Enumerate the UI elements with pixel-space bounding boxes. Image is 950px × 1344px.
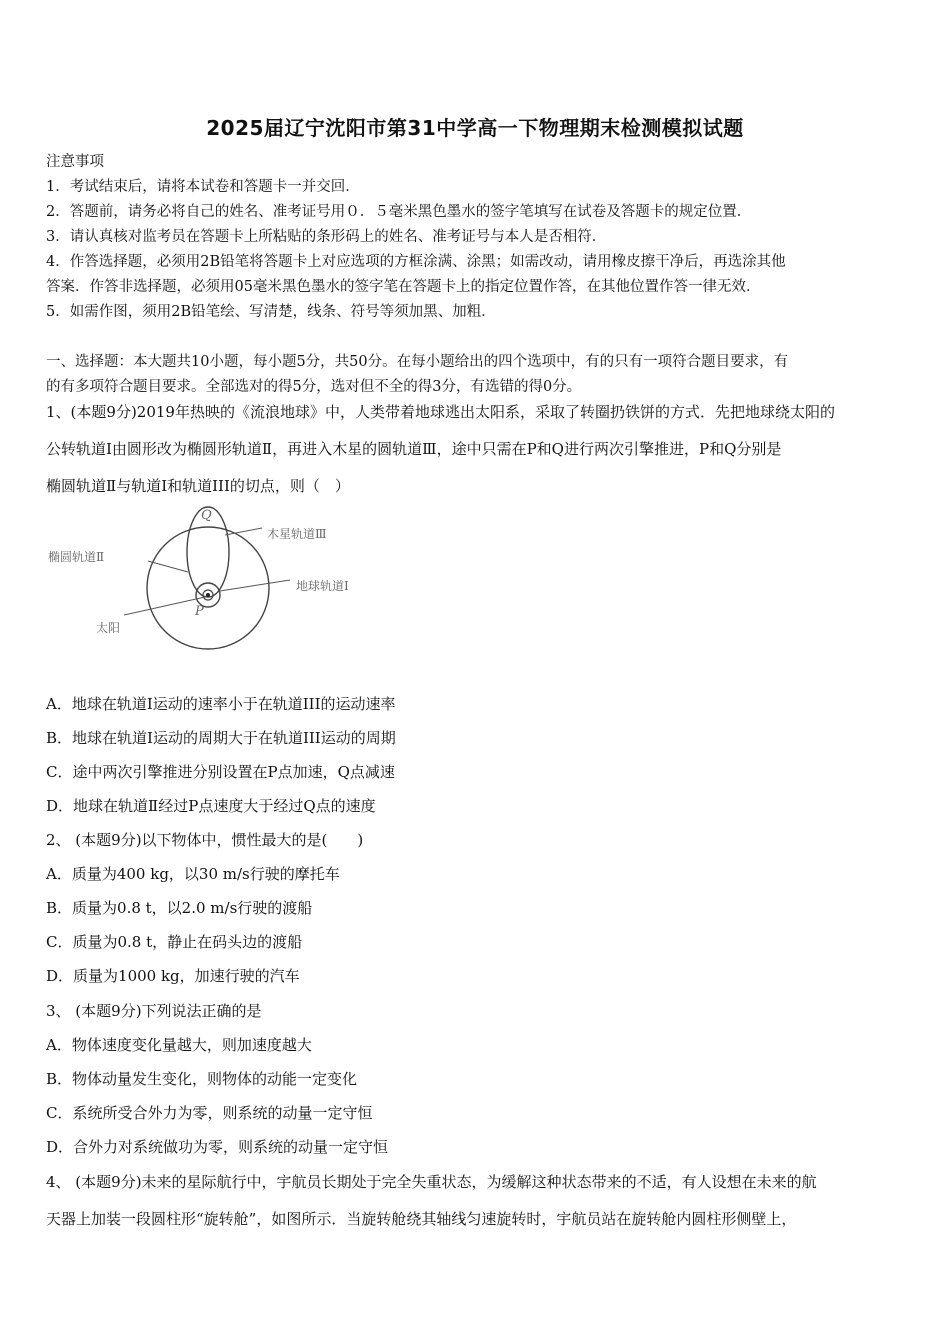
notice-heading: 注意事项: [46, 154, 104, 170]
label-sun: 太阳: [96, 621, 121, 635]
notice-item: 答案．作答非选择题，必须用05毫米黑色墨水的签字笔在答题卡上的指定位置作答，在其他位置作答一律无效．: [46, 279, 761, 295]
question-1-stem: 椭圆轨道Ⅱ与轨道Ⅰ和轨道III的切点，则（ ）: [46, 477, 350, 495]
option-b: B．质量为0.8 t，以2.0 m/s行驶的渡船: [46, 899, 313, 917]
leader-line: [148, 561, 188, 572]
question-3-stem: 3、 (本题9分)下列说法正确的是: [46, 1002, 262, 1020]
option-b: B．地球在轨道Ⅰ运动的周期大于在轨道III运动的周期: [46, 729, 396, 747]
sun-center: [206, 593, 210, 597]
orbit-diagram: [40, 505, 370, 675]
option-c: C．系统所受合外力为零，则系统的动量一定守恒: [46, 1104, 373, 1122]
jupiter-orbit-circle: [147, 527, 269, 649]
option-c: C．质量为0.8 t，静止在码头边的渡船: [46, 933, 303, 951]
question-4-stem: 4、 (本题9分)未来的星际航行中，宇航员长期处于完全失重状态，为缓解这种状态带来的不适，有人设想在未来的航: [46, 1173, 817, 1191]
page-title: 2025届辽宁沈阳市第31中学高一下物理期末检测模拟试题: [206, 116, 744, 140]
question-4-stem: 天器上加装一段圆柱形“旋转舱”，如图所示．当旋转舱绕其轴线匀速旋转时，宇航员站在旋转舱内圆柱形侧壁上，: [46, 1210, 797, 1228]
label-orbit1: 地球轨道Ⅰ: [296, 579, 349, 593]
notice-item: 3．请认真核对监考员在答题卡上所粘贴的条形码上的姓名、准考证号与本人是否相符．: [46, 229, 607, 245]
option-d: D．质量为1000 kg，加速行驶的汽车: [46, 967, 300, 985]
option-d: D．合外力对系统做功为零，则系统的动量一定守恒: [46, 1138, 389, 1156]
option-d: D．地球在轨道Ⅱ经过P点速度大于经过Q点的速度: [46, 797, 376, 815]
notice-item: 4．作答选择题，必须用2B铅笔将答题卡上对应选项的方框涂满、涂黑；如需改动，请用橡皮擦干净后，再选涂其他: [46, 254, 786, 270]
leader-line: [220, 580, 290, 591]
notice-item: 2．答题前，请务必将自己的姓名、准考证号用０．５毫米黑色墨水的签字笔填写在试卷及答题卡的规定位置．: [46, 204, 752, 220]
option-a: A．物体速度变化量越大，则加速度越大: [46, 1036, 312, 1054]
question-1-stem: 1、(本题9分)2019年热映的《流浪地球》中，人类带着地球逃出太阳系，采取了转圈扔铁饼的方式．先把地球绕太阳的: [46, 403, 835, 421]
question-2-stem: 2、 (本题9分)以下物体中，惯性最大的是( ): [46, 831, 364, 849]
notice-item: 1．考试结束后，请将本试卷和答题卡一并交回．: [46, 179, 360, 195]
option-a: A．地球在轨道Ⅰ运动的速率小于在轨道III的运动速率: [46, 695, 396, 713]
label-orbit3: 木星轨道Ⅲ: [267, 527, 327, 541]
notice-item: 5．如需作图，须用2B铅笔绘、写清楚，线条、符号等须加黑、加粗．: [46, 304, 496, 320]
option-c: C．途中两次引擎推进分别设置在P点加速，Q点减速: [46, 763, 395, 781]
label-q: Q: [201, 508, 212, 523]
section-intro: 的有多项符合题目要求。全部选对的得5分，选对但不全的得3分，有选错的得0分。: [46, 379, 582, 395]
leader-line: [124, 597, 205, 615]
label-orbit2: 椭圆轨道Ⅱ: [48, 550, 105, 564]
label-p: P: [195, 604, 204, 619]
question-1-stem: 公转轨道Ⅰ由圆形改为椭圆形轨道Ⅱ，再进入木星的圆轨道Ⅲ，途中只需在P和Q进行两次引擎推进，P和Q分别是: [46, 440, 782, 458]
section-intro: 一、选择题：本大题共10小题，每小题5分，共50分。在每小题给出的四个选项中，有的只有一项符合题目要求，有: [46, 354, 789, 370]
option-a: A．质量为400 kg，以30 m/s行驶的摩托车: [46, 865, 340, 883]
option-b: B．物体动量发生变化，则物体的动能一定变化: [46, 1070, 358, 1088]
